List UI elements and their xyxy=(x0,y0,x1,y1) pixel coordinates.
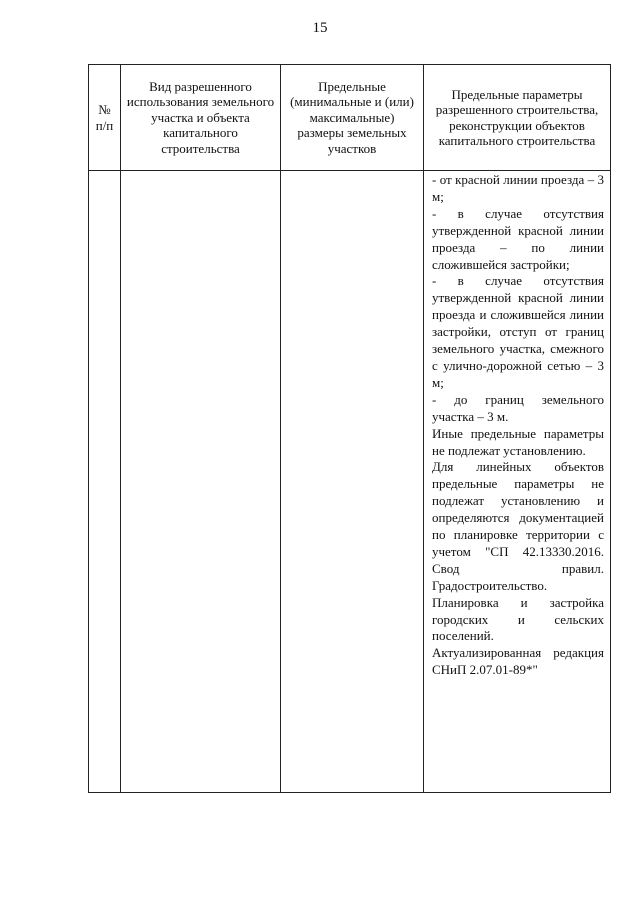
cell-use-kind xyxy=(121,171,281,793)
cell-plot-sizes xyxy=(281,171,424,793)
header-number: № п/п xyxy=(89,65,121,171)
table-row xyxy=(89,171,611,793)
cell-number xyxy=(89,171,121,793)
param-no-red-line-no-building-line: - в случае отсутствия утвержденной красной линии проезда и сложившейся линии застройки, отступ от границ земельного участка, смежного с улично-дорожной сетью – 3 м; xyxy=(432,273,604,390)
header-construction-params: Предельные параметры разрешенного строительства, реконструкции объектов капитального строительства xyxy=(424,65,611,171)
page-number: 15 xyxy=(312,20,328,36)
param-plot-borders: - до границ земельного участка – 3 м. xyxy=(432,391,604,424)
param-red-line: - от красной линии проезда – 3 м; xyxy=(432,172,604,204)
header-use-kind: Вид разрешенного использования земельного участка и объекта капитального строительства xyxy=(121,65,281,171)
table-header-row xyxy=(89,65,611,171)
cell-construction-params xyxy=(424,171,611,793)
param-linear-objects: Для линейных объектов предельные параметры не подлежат установлению и определяются документацией по планировке территории с учетом "СП 42.13330.2016. Свод правил. Градостроительство. Планировка и застройка городских и сельских поселений. Актуализированная редакция СНиП 2.07.01-89*" xyxy=(432,459,604,678)
param-no-red-line: - в случае отсутствия утвержденной красной линии проезда – по линии сложившейся застройки; xyxy=(432,205,604,272)
regulations-table xyxy=(88,64,611,793)
param-other: Иные предельные параметры не подлежат установлению. xyxy=(432,425,604,458)
header-plot-sizes: Предельные (минимальные и (или) максимальные) размеры земельных участков xyxy=(281,65,424,171)
